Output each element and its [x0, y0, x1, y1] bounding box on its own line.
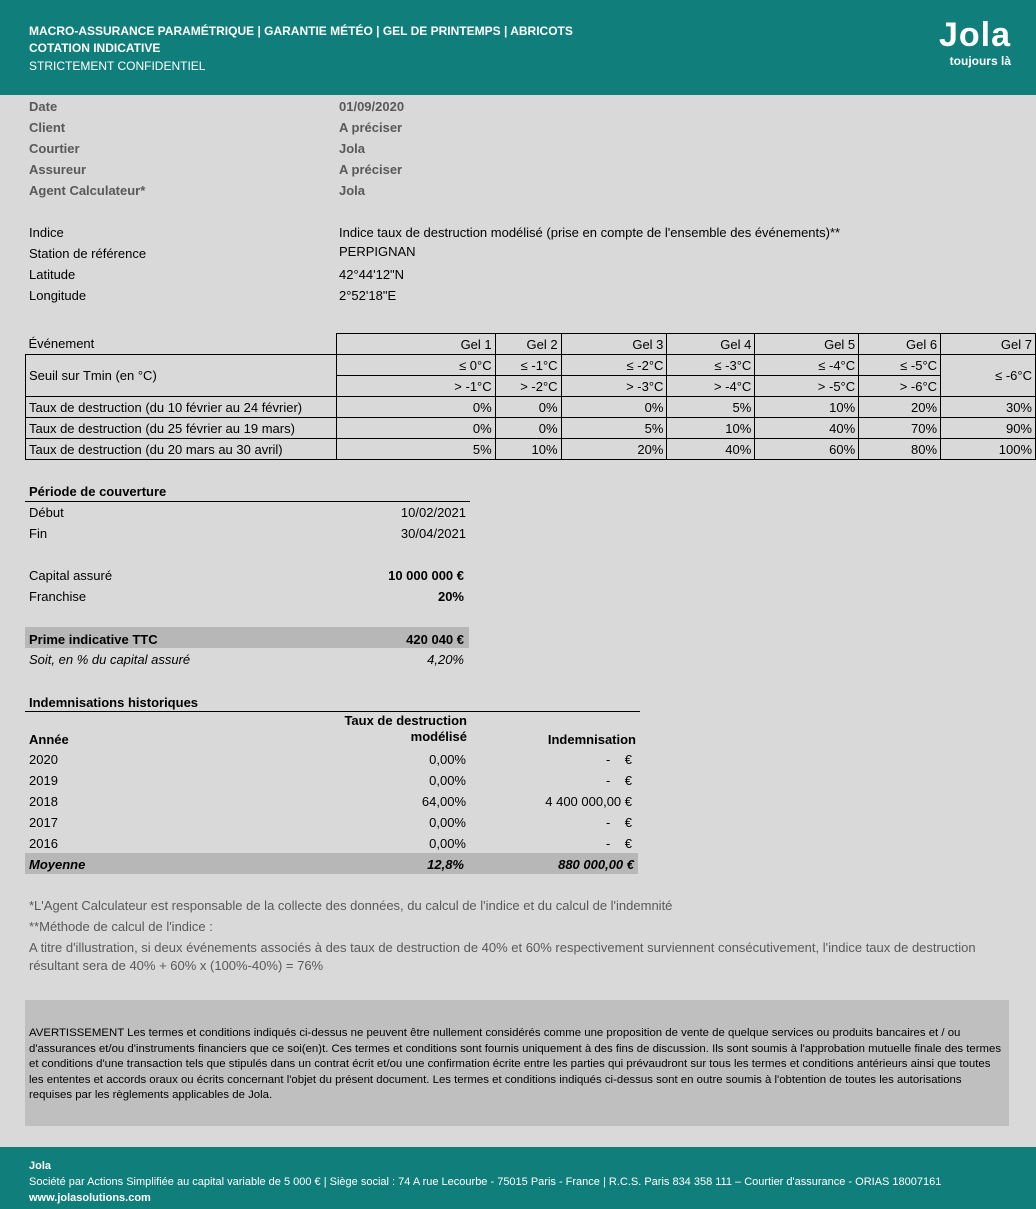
- latitude-label: Latitude: [29, 267, 76, 282]
- premium-label: Prime indicative TTC: [29, 632, 158, 647]
- info-value-date: 01/09/2020: [339, 99, 405, 114]
- coverage-title: Période de couverture: [29, 484, 167, 499]
- table-cell: 20%: [859, 397, 941, 418]
- header-confidential: STRICTEMENT CONFIDENTIEL: [29, 59, 206, 73]
- table-row: [26, 397, 1036, 418]
- disclaimer-box: AVERTISSEMENT Les termes et conditions indiqués ci-dessus ne peuvent être nullement considérés comme une proposition de vente de quelque services ou produits bancaires et / ou d'assurances et/ou d'instruments financiers que ce soi(en)t. Ces termes et conditions sont fournis uniquement à des fins de discussion. Ils sont soumis à l'approbation mutuelle finale des termes et conditions d'une transaction tels que stipulés dans un contrat écrit et/ou une confirmation écrite entre les parties qui prévaudront sur tous les termes et conditions antérieurs ainsi que toutes les ententes et accords oraux ou écrits concernant l'objet du présent document. Les termes et conditions indiqués ci-dessus sont en outre soumis à l'obtention de toutes les autorisations requises par les règlements applicables de Jola.: [25, 1000, 1009, 1126]
- table-cell: 100%: [941, 439, 1036, 460]
- history-rate: 0,00%: [429, 752, 466, 767]
- history-rate: 64,00%: [421, 794, 466, 809]
- history-divider: [25, 711, 640, 712]
- history-rate: 0,00%: [429, 815, 466, 830]
- premium-value: 420 040 €: [406, 632, 464, 647]
- history-year: 2018: [29, 794, 58, 809]
- coverage-start-label: Début: [29, 505, 64, 520]
- info-label-agent: Agent Calculateur*: [29, 183, 146, 198]
- history-rate: 0,00%: [429, 836, 466, 851]
- average-rate: 12,8%: [427, 857, 464, 872]
- coverage-start-value: 10/02/2021: [400, 505, 466, 520]
- threshold-lower: > -4°C: [667, 376, 755, 397]
- table-cell: 30%: [941, 397, 1036, 418]
- table-cell: 80%: [859, 439, 941, 460]
- history-col-indemnity: Indemnisation: [547, 732, 636, 747]
- threshold-last: ≤ -6°C: [941, 355, 1036, 397]
- threshold-lower: > -1°C: [336, 376, 495, 397]
- info-label-date: Date: [29, 99, 58, 114]
- threshold-label: Seuil sur Tmin (en °C): [26, 355, 337, 397]
- premium-pct-label: Soit, en % du capital assuré: [29, 652, 191, 667]
- table-row: [26, 355, 1036, 376]
- threshold-upper: ≤ -5°C: [859, 355, 941, 376]
- info-value-client: A préciser: [339, 120, 403, 135]
- logo-tagline: toujours là: [949, 54, 1011, 68]
- info-value-agent: Jola: [339, 183, 366, 198]
- table-cell: 60%: [755, 439, 859, 460]
- threshold-upper: ≤ -1°C: [495, 355, 561, 376]
- table-cell: 70%: [859, 418, 941, 439]
- history-title: Indemnisations historiques: [29, 695, 199, 710]
- threshold-upper: ≤ -3°C: [667, 355, 755, 376]
- col-gel-4: Gel 4: [667, 334, 755, 355]
- logo-wordmark: Jola: [938, 16, 1011, 54]
- col-gel-2: Gel 2: [495, 334, 561, 355]
- history-year: 2017: [29, 815, 58, 830]
- rate-row-label: Taux de destruction (du 20 mars au 30 avril): [26, 439, 337, 460]
- events-table: [25, 333, 1036, 460]
- info-value-broker: Jola: [339, 141, 366, 156]
- table-row: [26, 418, 1036, 439]
- footer-legal: Société par Actions Simplifiée au capital variable de 5 000 € | Siège social : 74 A rue Lecourbe - 75015 Paris - France | R.C.S. Paris 834 358 111 – Courtier d'assurance - ORIAS 18007161: [29, 1176, 942, 1188]
- premium-pct-value: 4,20%: [427, 652, 464, 667]
- table-cell: 20%: [561, 439, 667, 460]
- footer-company: Jola: [29, 1160, 52, 1172]
- history-col-year: Année: [29, 732, 69, 747]
- table-cell: 10%: [495, 439, 561, 460]
- longitude-label: Longitude: [29, 288, 87, 303]
- table-cell: 0%: [561, 397, 667, 418]
- threshold-lower: > -3°C: [561, 376, 667, 397]
- rate-row-label: Taux de destruction (du 10 février au 24 février): [26, 397, 337, 418]
- page-footer: [0, 1147, 1036, 1209]
- table-cell: 0%: [495, 418, 561, 439]
- info-label-insurer: Assureur: [29, 162, 87, 177]
- table-cell: 0%: [336, 397, 495, 418]
- coverage-divider: [25, 501, 470, 502]
- footer-website[interactable]: www.jolasolutions.com: [29, 1192, 151, 1204]
- history-rate: 0,00%: [429, 773, 466, 788]
- history-col-rate-2: modélisé: [410, 729, 467, 744]
- col-gel-5: Gel 5: [755, 334, 859, 355]
- page-header: [0, 0, 1036, 95]
- latitude-value: 42°44'12"N: [339, 267, 405, 282]
- header-title: MACRO-ASSURANCE PARAMÉTRIQUE | GARANTIE MÉTÉO | GEL DE PRINTEMPS | ABRICOTS: [29, 24, 573, 38]
- table-row: [26, 334, 1036, 355]
- index-value: Indice taux de destruction modélisé (prise en compte de l'ensemble des événements)**: [339, 225, 841, 240]
- average-label: Moyenne: [29, 857, 86, 872]
- threshold-upper: ≤ -2°C: [561, 355, 667, 376]
- note-method-example: A titre d'illustration, si deux événements associés à des taux de destruction de 40% et 60% respectivement surviennent consécutivement, l'indice taux de destruction résultant sera de 40% + 60% x (100%-40%) = 76%: [29, 940, 976, 973]
- history-indemnity: - €: [605, 752, 632, 767]
- history-indemnity: - €: [605, 815, 632, 830]
- info-value-insurer: A préciser: [339, 162, 403, 177]
- table-cell: 5%: [561, 418, 667, 439]
- threshold-lower: > -2°C: [495, 376, 561, 397]
- col-gel-1: Gel 1: [336, 334, 495, 355]
- coverage-end-value: 30/04/2021: [400, 526, 466, 541]
- history-year: 2019: [29, 773, 58, 788]
- history-year: 2020: [29, 752, 58, 767]
- franchise-value: 20%: [437, 589, 464, 604]
- history-indemnity: - €: [605, 836, 632, 851]
- history-year: 2016: [29, 836, 58, 851]
- station-value: PERPIGNAN: [339, 244, 416, 259]
- capital-value: 10 000 000 €: [388, 568, 464, 583]
- threshold-lower: > -5°C: [755, 376, 859, 397]
- threshold-upper: ≤ -4°C: [755, 355, 859, 376]
- average-highlight: [25, 853, 638, 874]
- info-label-client: Client: [29, 120, 66, 135]
- history-indemnity: - €: [605, 773, 632, 788]
- station-label: Station de référence: [29, 246, 147, 261]
- table-cell: 10%: [755, 397, 859, 418]
- table-cell: 0%: [495, 397, 561, 418]
- table-cell: 90%: [941, 418, 1036, 439]
- col-gel-3: Gel 3: [561, 334, 667, 355]
- note-method-title: **Méthode de calcul de l'indice :: [29, 919, 213, 934]
- history-indemnity: 4 400 000,00 €: [545, 794, 632, 809]
- history-col-rate-1: Taux de destruction: [344, 713, 467, 728]
- average-indemnity: 880 000,00 €: [558, 857, 634, 872]
- table-cell: 40%: [667, 439, 755, 460]
- col-gel-7: Gel 7: [941, 334, 1036, 355]
- header-subtitle: COTATION INDICATIVE: [29, 41, 161, 55]
- franchise-label: Franchise: [29, 589, 87, 604]
- jola-logo: [939, 16, 1011, 68]
- threshold-upper: ≤ 0°C: [336, 355, 495, 376]
- coverage-end-label: Fin: [29, 526, 48, 541]
- table-cell: 10%: [667, 418, 755, 439]
- table-cell: 5%: [336, 439, 495, 460]
- info-label-broker: Courtier: [29, 141, 80, 156]
- note-agent: *L'Agent Calculateur est responsable de la collecte des données, du calcul de l'indice et du calcul de l'indemnité: [29, 898, 673, 913]
- table-cell: 40%: [755, 418, 859, 439]
- table-row: [26, 439, 1036, 460]
- index-label: Indice: [29, 225, 64, 240]
- col-gel-6: Gel 6: [859, 334, 941, 355]
- table-cell: 5%: [667, 397, 755, 418]
- threshold-lower: > -6°C: [859, 376, 941, 397]
- capital-label: Capital assuré: [29, 568, 113, 583]
- longitude-value: 2°52'18"E: [339, 288, 397, 303]
- table-cell: 0%: [336, 418, 495, 439]
- event-header-label: Événement: [26, 334, 337, 355]
- rate-row-label: Taux de destruction (du 25 février au 19 mars): [26, 418, 337, 439]
